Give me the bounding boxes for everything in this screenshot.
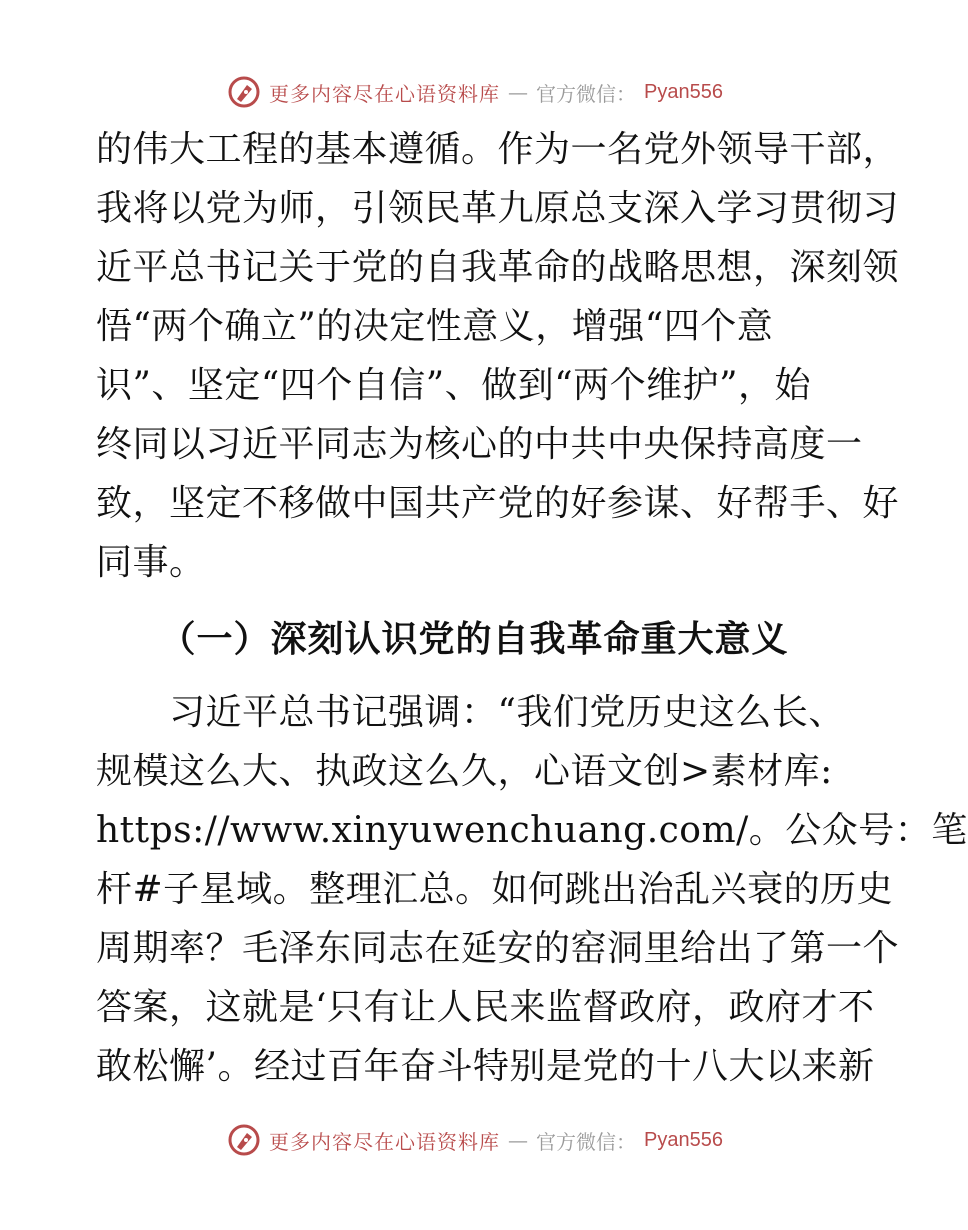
- footer-watermark: [0, 1120, 950, 1160]
- paragraph-line: 我将以党为师，引领民革九原总支深入学习贯彻习: [96, 188, 900, 229]
- watermark-brand-text: 更多内容尽在心语资料库: [269, 1129, 501, 1154]
- watermark-official-label: 官方微信：: [536, 1129, 637, 1154]
- pen-nib-icon: [227, 1123, 261, 1157]
- watermark-official-label: 官方微信：: [536, 81, 637, 106]
- paragraph-line: 致，坚定不移做中国共产党的好参谋、好帮手、好: [96, 483, 900, 524]
- watermark-separator: —: [508, 80, 529, 104]
- header-watermark: [0, 72, 950, 112]
- paragraph-line: 答案，这就是‘只有让人民来监督政府，政府才不: [96, 987, 875, 1028]
- paragraph-1: [96, 120, 900, 592]
- watermark-wechat-id: Pyan556: [644, 1128, 723, 1151]
- watermark-wechat-id: Pyan556: [644, 80, 723, 103]
- paragraph-line: 的伟大工程的基本遵循。作为一名党外领导干部，: [96, 129, 900, 170]
- watermark-brand-text: 更多内容尽在心语资料库: [269, 81, 501, 106]
- paragraph-line: 悟“两个确立”的决定性意义，增强“四个意: [96, 306, 774, 347]
- paragraph-line: 同事。: [96, 542, 206, 583]
- paragraph-line: 规模这么大、执政这么久，心语文创>素材库:: [96, 751, 833, 792]
- paragraph-line: 敢松懈’。经过百年奋斗特别是党的十八大以来新: [96, 1046, 875, 1087]
- paragraph-line: 识”、坚定“四个自信”、做到“两个维护”，始: [96, 365, 812, 406]
- paragraph-line: 终同以习近平同志为核心的中共中央保持高度一: [96, 424, 863, 465]
- paragraph-line: https://www.xinyuwenchuang.com/。公众号：笔: [96, 810, 968, 851]
- watermark-separator: —: [508, 1128, 529, 1152]
- pen-nib-icon: [227, 75, 261, 109]
- section-heading: （一）深刻认识党的自我革命重大意义: [159, 618, 789, 660]
- paragraph-line: 杆#子星域。整理汇总。如何跳出治乱兴衰的历史: [96, 869, 894, 910]
- paragraph-line: 周期率？毛泽东同志在延安的窑洞里给出了第一个: [96, 928, 900, 969]
- paragraph-2: [96, 683, 968, 1096]
- paragraph-line: 习近平总书记强调：“我们党历史这么长、: [96, 692, 845, 733]
- document-body: [96, 120, 968, 1096]
- paragraph-line: 近平总书记关于党的自我革命的战略思想，深刻领: [96, 247, 900, 288]
